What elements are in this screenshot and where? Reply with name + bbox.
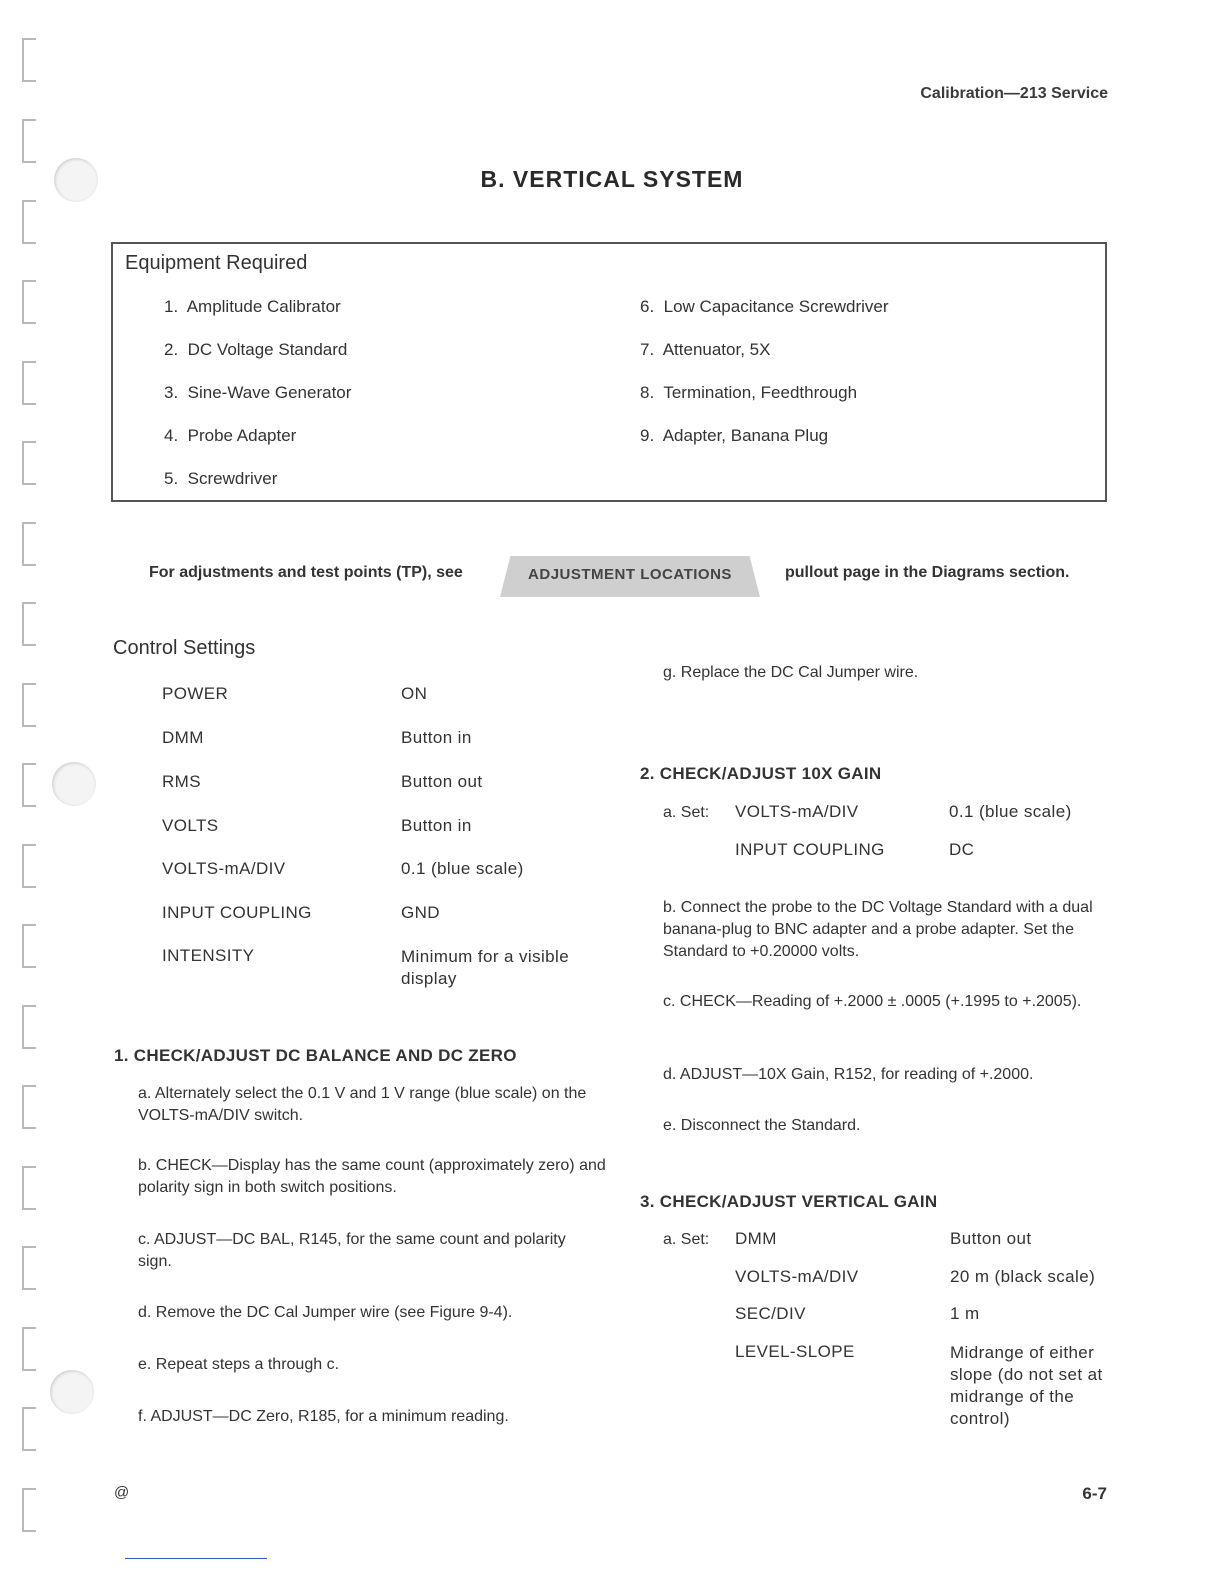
binder-hole: [52, 762, 96, 806]
binder-bracket: [22, 119, 36, 163]
equipment-item-label: Screwdriver: [187, 469, 278, 488]
adjustment-locations-tab-label: ADJUSTMENT LOCATIONS: [528, 566, 732, 583]
binder-bracket: [22, 763, 36, 807]
step3-a-prefix: a. Set:: [663, 1231, 710, 1248]
step1-d: d. Remove the DC Cal Jumper wire (see Figure 9-4).: [138, 1304, 513, 1321]
equipment-item: [164, 383, 351, 403]
control-name: POWER: [162, 684, 229, 703]
control-value: Button out: [401, 772, 483, 791]
control-value: Button in: [401, 728, 472, 747]
equipment-item-number: 8.: [640, 383, 655, 402]
control-value: Minimum for a visible display: [401, 947, 570, 988]
binder-bracket: [22, 1166, 36, 1210]
binder-bracket: [22, 200, 36, 244]
control-name: VOLTS: [162, 816, 219, 835]
control-name: INPUT COUPLING: [735, 840, 885, 859]
equipment-item: [164, 469, 277, 489]
footer-rule: [125, 1558, 267, 1559]
step2-c: c. CHECK—Reading of +.2000 ± .0005 (+.1995 to +.2005).: [663, 993, 1082, 1010]
step1-f: f. ADJUST—DC Zero, R185, for a minimum reading.: [138, 1408, 509, 1425]
binder-bracket: [22, 441, 36, 485]
control-value: Midrange of either slope (do not set at midrange of the control): [950, 1343, 1103, 1428]
step1-c: c. ADJUST—DC BAL, R145, for the same count and polarity sign.: [138, 1231, 566, 1270]
binder-bracket: [22, 1488, 36, 1532]
binder-bracket: [22, 38, 36, 82]
binder-bracket: [22, 1407, 36, 1451]
control-value: GND: [401, 903, 440, 922]
equipment-required-box: [111, 242, 1107, 502]
control-settings-title: Control Settings: [113, 637, 256, 659]
binder-bracket: [22, 1005, 36, 1049]
equipment-item-number: 6.: [640, 297, 655, 316]
step2-d: d. ADJUST—10X Gain, R152, for reading of +.2000.: [663, 1066, 1034, 1083]
equipment-item: [164, 340, 347, 360]
control-value: Button in: [401, 816, 472, 835]
control-name: DMM: [162, 728, 204, 747]
equipment-item-number: 1.: [164, 297, 179, 316]
binder-bracket: [22, 1327, 36, 1371]
equipment-item-label: Low Capacitance Screwdriver: [663, 297, 889, 316]
equipment-item-label: Termination, Feedthrough: [663, 383, 858, 402]
control-name: VOLTS-mA/DIV: [735, 1267, 859, 1286]
control-name: LEVEL-SLOPE: [735, 1342, 855, 1361]
binder-bracket: [22, 683, 36, 727]
binder-bracket: [22, 280, 36, 324]
equipment-item-number: 3.: [164, 383, 179, 402]
binder-bracket: [22, 1085, 36, 1129]
equipment-item-number: 4.: [164, 426, 179, 445]
control-value: Button out: [950, 1229, 1032, 1248]
step2-a-prefix: a. Set:: [663, 804, 710, 821]
step1-heading: 1. CHECK/ADJUST DC BALANCE AND DC ZERO: [114, 1046, 517, 1065]
equipment-item-number: 9.: [640, 426, 655, 445]
adjustment-note-before: For adjustments and test points (TP), see: [149, 564, 463, 581]
control-value: ON: [401, 684, 428, 703]
footer-copyright-mark: @: [114, 1484, 130, 1501]
equipment-item: [640, 340, 770, 360]
page-number: 6-7: [1082, 1484, 1107, 1503]
running-head: Calibration—213 Service: [920, 85, 1108, 102]
step2-heading: 2. CHECK/ADJUST 10X GAIN: [640, 764, 882, 783]
control-name: INTENSITY: [162, 946, 255, 965]
control-name: RMS: [162, 772, 201, 791]
section-title: B. VERTICAL SYSTEM: [480, 166, 744, 192]
equipment-item: [640, 426, 828, 446]
binder-bracket: [22, 361, 36, 405]
control-value: 1 m: [950, 1304, 980, 1323]
binder-bracket: [22, 522, 36, 566]
binder-bracket: [22, 924, 36, 968]
equipment-item-label: Probe Adapter: [187, 426, 297, 445]
step3-heading: 3. CHECK/ADJUST VERTICAL GAIN: [640, 1192, 938, 1211]
equipment-item: [164, 426, 296, 446]
equipment-item-number: 2.: [164, 340, 179, 359]
control-name: SEC/DIV: [735, 1304, 806, 1323]
control-value: 0.1 (blue scale): [949, 802, 1072, 821]
control-name: VOLTS-mA/DIV: [162, 859, 286, 878]
step1-b: b. CHECK—Display has the same count (approximately zero) and polarity sign in both switch positions.: [138, 1157, 606, 1196]
binder-bracket: [22, 602, 36, 646]
binder-hole: [50, 1370, 94, 1414]
control-value: DC: [949, 840, 975, 859]
step2-e: e. Disconnect the Standard.: [663, 1117, 861, 1134]
control-name: DMM: [735, 1229, 777, 1248]
equipment-item: [640, 297, 889, 317]
equipment-item: [640, 383, 857, 403]
equipment-item-label: Sine-Wave Generator: [187, 383, 352, 402]
step2-b: b. Connect the probe to the DC Voltage Standard with a dual banana-plug to BNC adapter and a probe adapter. Set the Standard to +0.20000 volts.: [663, 899, 1093, 960]
control-value: 0.1 (blue scale): [401, 859, 524, 878]
equipment-item-label: Attenuator, 5X: [662, 340, 771, 359]
equipment-item-label: Adapter, Banana Plug: [662, 426, 829, 445]
equipment-item-label: DC Voltage Standard: [187, 340, 348, 359]
control-name: INPUT COUPLING: [162, 903, 312, 922]
step1-e: e. Repeat steps a through c.: [138, 1356, 340, 1373]
step1-g: g. Replace the DC Cal Jumper wire.: [663, 664, 919, 681]
adjustment-note-after: pullout page in the Diagrams section.: [785, 564, 1070, 581]
equipment-item-label: Amplitude Calibrator: [186, 297, 341, 316]
control-value: 20 m (black scale): [950, 1267, 1096, 1286]
equipment-item-number: 7.: [640, 340, 655, 359]
binder-bracket: [22, 844, 36, 888]
equipment-item: [164, 297, 341, 317]
control-name: VOLTS-mA/DIV: [735, 802, 859, 821]
equipment-item-number: 5.: [164, 469, 179, 488]
step1-a: a. Alternately select the 0.1 V and 1 V range (blue scale) on the VOLTS-mA/DIV switch.: [138, 1085, 587, 1124]
binder-bracket: [22, 1246, 36, 1290]
equipment-title: Equipment Required: [125, 252, 308, 274]
